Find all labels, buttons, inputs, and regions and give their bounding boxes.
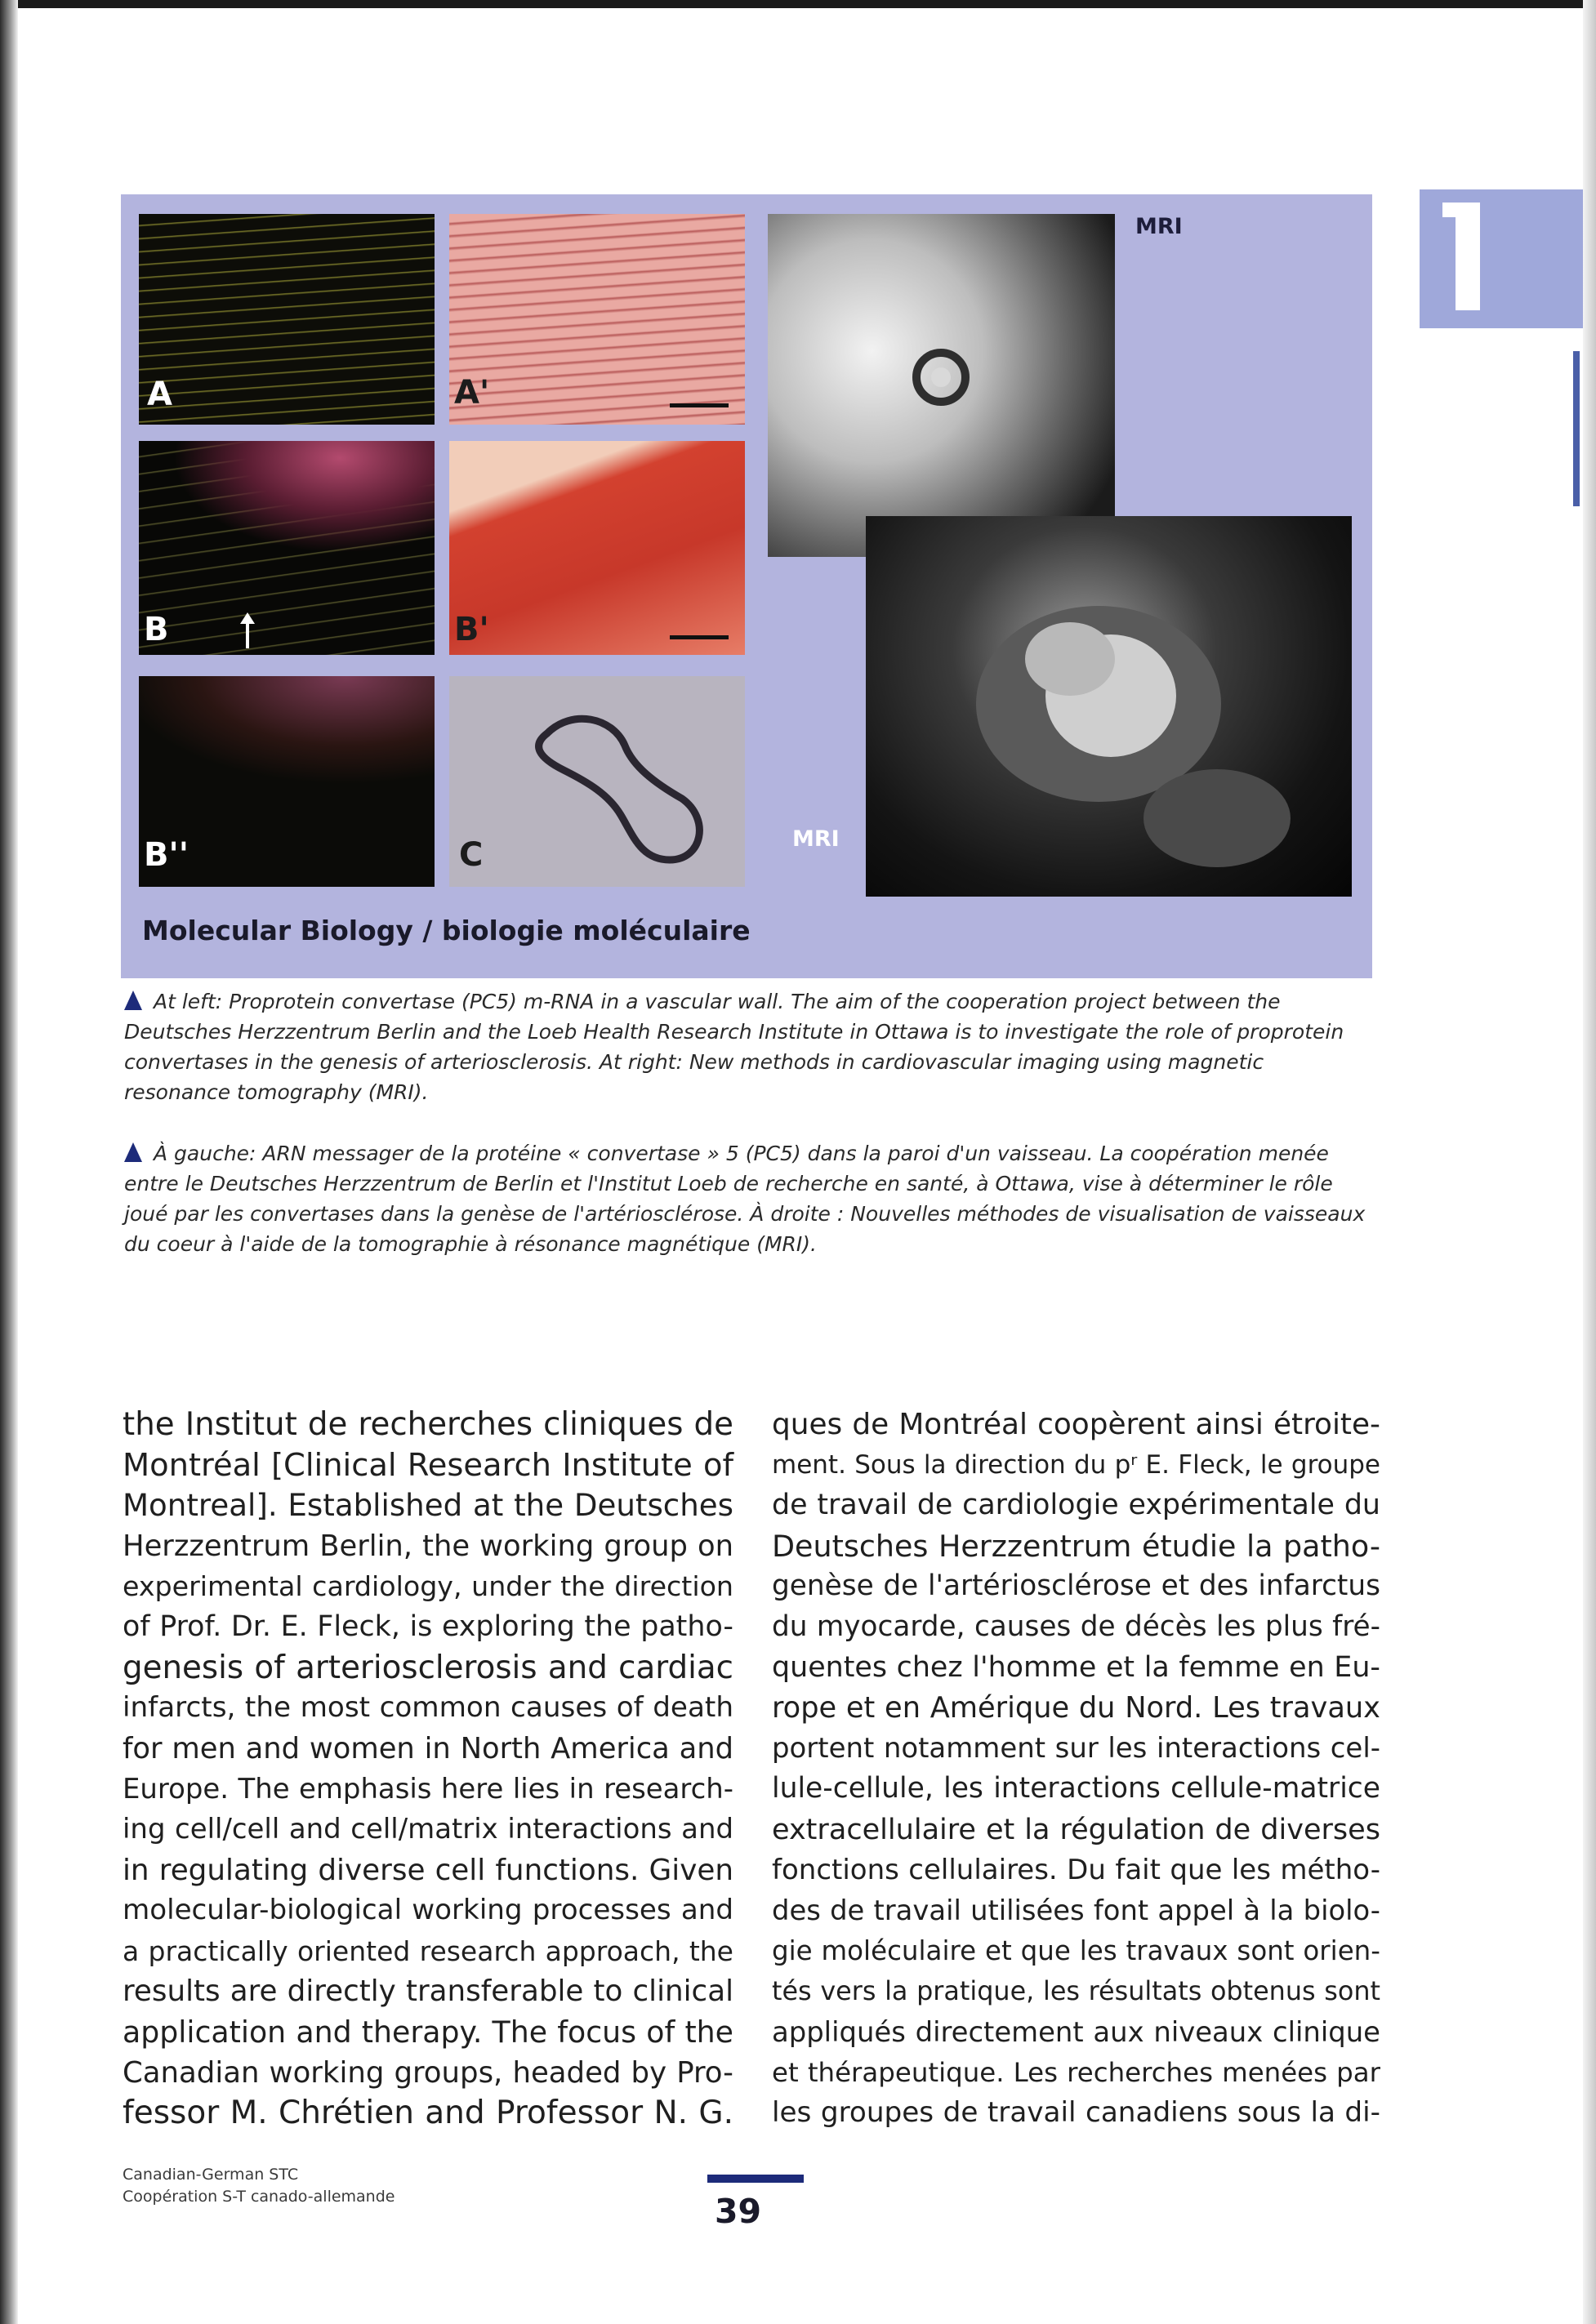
vesicle-outline-icon [449, 676, 745, 887]
text-line: Montréal [Clinical Research Institute of [123, 1446, 733, 1484]
text-line: les groupes de travail canadiens sous la di- [772, 2096, 1380, 2130]
text-line: infarcts, the most common causes of death [123, 1691, 733, 1725]
text-line: ing cell/cell and cell/matrix interactions and [123, 1812, 733, 1845]
text-line: genesis of arteriosclerosis and cardiac [123, 1649, 733, 1686]
text-line: genèse de l'artériosclérose et des infarctus [772, 1569, 1380, 1603]
text-line: Europe. The emphasis here lies in research- [123, 1773, 733, 1805]
text-line: fonctions cellulaires. Du fait que les métho- [772, 1853, 1380, 1886]
text-line: molecular-biological working processes and [123, 1894, 733, 1927]
text-line: quentes chez l'homme et la femme en Eu- [772, 1650, 1380, 1684]
text-line: in regulating diverse cell functions. Given [123, 1853, 733, 1887]
text-line: des de travail utilisées font appel à la biolo- [772, 1894, 1380, 1927]
scan-top-edge [0, 0, 1596, 8]
caption-english-text: At left: Proprotein convertase (PC5) m-RNA in a vascular wall. The aim of the cooperation project between the Deutsches Herzzentrum Berlin and the Loeb Health Research Institute in Ottawa is to investigate the role of proprotein convertases in the genesis of arteriosclerosis. At right: New methods in cardiovascular imaging using magnetic resonance tomography (MRI). [124, 990, 1344, 1104]
text-line: de travail de cardiologie expérimentale du [772, 1489, 1380, 1522]
text-line: extracellulaire et la régulation de diverses [772, 1812, 1380, 1846]
footer-line-english: Canadian-German STC [123, 2166, 299, 2184]
text-line: ment. Sous la direction du pʳ E. Fleck, le groupe [772, 1449, 1380, 1480]
text-line: Canadian working groups, headed by Pro- [123, 2055, 733, 2090]
micrograph-panel-a [139, 214, 435, 425]
text-line: lule-cellule, les interactions cellule-matrice [772, 1772, 1380, 1805]
panel-label-b: B [144, 611, 169, 648]
panel-label-c: C [459, 836, 484, 874]
scale-bar [670, 403, 729, 407]
text-line: appliqués directement aux niveaux clinique [772, 2015, 1380, 2048]
mri-scan-vessel [768, 214, 1115, 557]
caption-french-text: À gauche: ARN messager de la protéine « convertase » 5 (PC5) dans la paroi d'un vaisseau. La coopération menée entre le Deutsches Herzzentrum de Berlin et l'Institut Loeb de recherche en santé, à Ottawa, vise à déterminer le rôle joué par les convertases dans la genèse de l'artériosclérose. À droite : Nouvelles méthodes de visualisation de vaisseaux du coeur à l'aide de la tomographie à résonance magnétique (MRI). [124, 1142, 1366, 1256]
text-line: portent notamment sur les interactions cel- [772, 1731, 1380, 1765]
page-number-rule [707, 2175, 804, 2183]
triangle-marker-icon [124, 1142, 142, 1162]
scale-bar [670, 635, 729, 639]
text-line: tés vers la pratique, les résultats obtenus sont [772, 1975, 1380, 2007]
vessel-cross-section-icon [768, 214, 1115, 557]
text-line: Deutsches Herzzentrum étudie la patho- [772, 1528, 1380, 1564]
text-line: of Prof. Dr. E. Fleck, is exploring the patho- [123, 1609, 733, 1643]
panel-label-b-double-prime: B'' [144, 836, 189, 874]
text-line: experimental cardiology, under the direction [123, 1570, 733, 1603]
panel-label-a-prime: A' [454, 374, 490, 412]
text-line: application and therapy. The focus of the [123, 2014, 733, 2050]
micrograph-panel-b-prime [449, 441, 745, 655]
caption-english [124, 986, 1366, 1107]
mri-label-top: MRI [1135, 214, 1183, 239]
text-line: fessor M. Chrétien and Professor N. G. [123, 2095, 733, 2132]
panel-label-a: A [147, 376, 172, 413]
text-line: ques de Montréal coopèrent ainsi étroite- [772, 1408, 1380, 1441]
text-line: results are directly transferable to clinical [123, 1975, 733, 2009]
heart-cross-section-icon [866, 516, 1352, 897]
arrow-up-icon [239, 612, 256, 648]
panel-label-b-prime: B' [454, 611, 489, 648]
text-line: for men and women in North America and [123, 1731, 733, 1765]
text-line: Montreal]. Established at the Deutsches [123, 1488, 733, 1524]
text-line: et thérapeutique. Les recherches menées par [772, 2056, 1380, 2088]
scan-left-edge [0, 0, 18, 2324]
mri-scan-heart [792, 516, 1352, 897]
text-line: a practically oriented research approach, the [123, 1934, 733, 1967]
caption-french [124, 1138, 1366, 1259]
micrograph-panel-b-double-prime [139, 676, 435, 887]
scan-right-mark [1573, 351, 1580, 506]
chapter-number-glyph-serif [1442, 203, 1459, 217]
footer-publication [123, 2164, 395, 2208]
mri-label-bottom: MRI [792, 826, 840, 852]
text-line: gie moléculaire et que les travaux sont orien- [772, 1934, 1380, 1966]
figure-title: Molecular Biology / biologie moléculaire [142, 915, 751, 946]
electron-micrograph-panel-c [449, 676, 745, 887]
micrograph-panel-a-prime [449, 214, 745, 425]
text-line: rope et en Amérique du Nord. Les travaux [772, 1691, 1380, 1725]
micrograph-panel-b [139, 441, 435, 655]
text-line: the Institut de recherches cliniques de [123, 1406, 733, 1443]
text-line: du myocarde, causes de décès les plus fré- [772, 1609, 1380, 1643]
scan-right-edge [1583, 0, 1596, 2324]
text-line: Herzzentrum Berlin, the working group on [123, 1529, 733, 1563]
body-column-french [772, 1405, 1380, 2134]
page-number: 39 [715, 2192, 762, 2231]
footer-line-french: Coopération S-T canado-allemande [123, 2188, 395, 2206]
body-column-english [123, 1405, 733, 2134]
triangle-marker-icon [124, 991, 142, 1010]
chapter-number-glyph [1456, 203, 1480, 310]
